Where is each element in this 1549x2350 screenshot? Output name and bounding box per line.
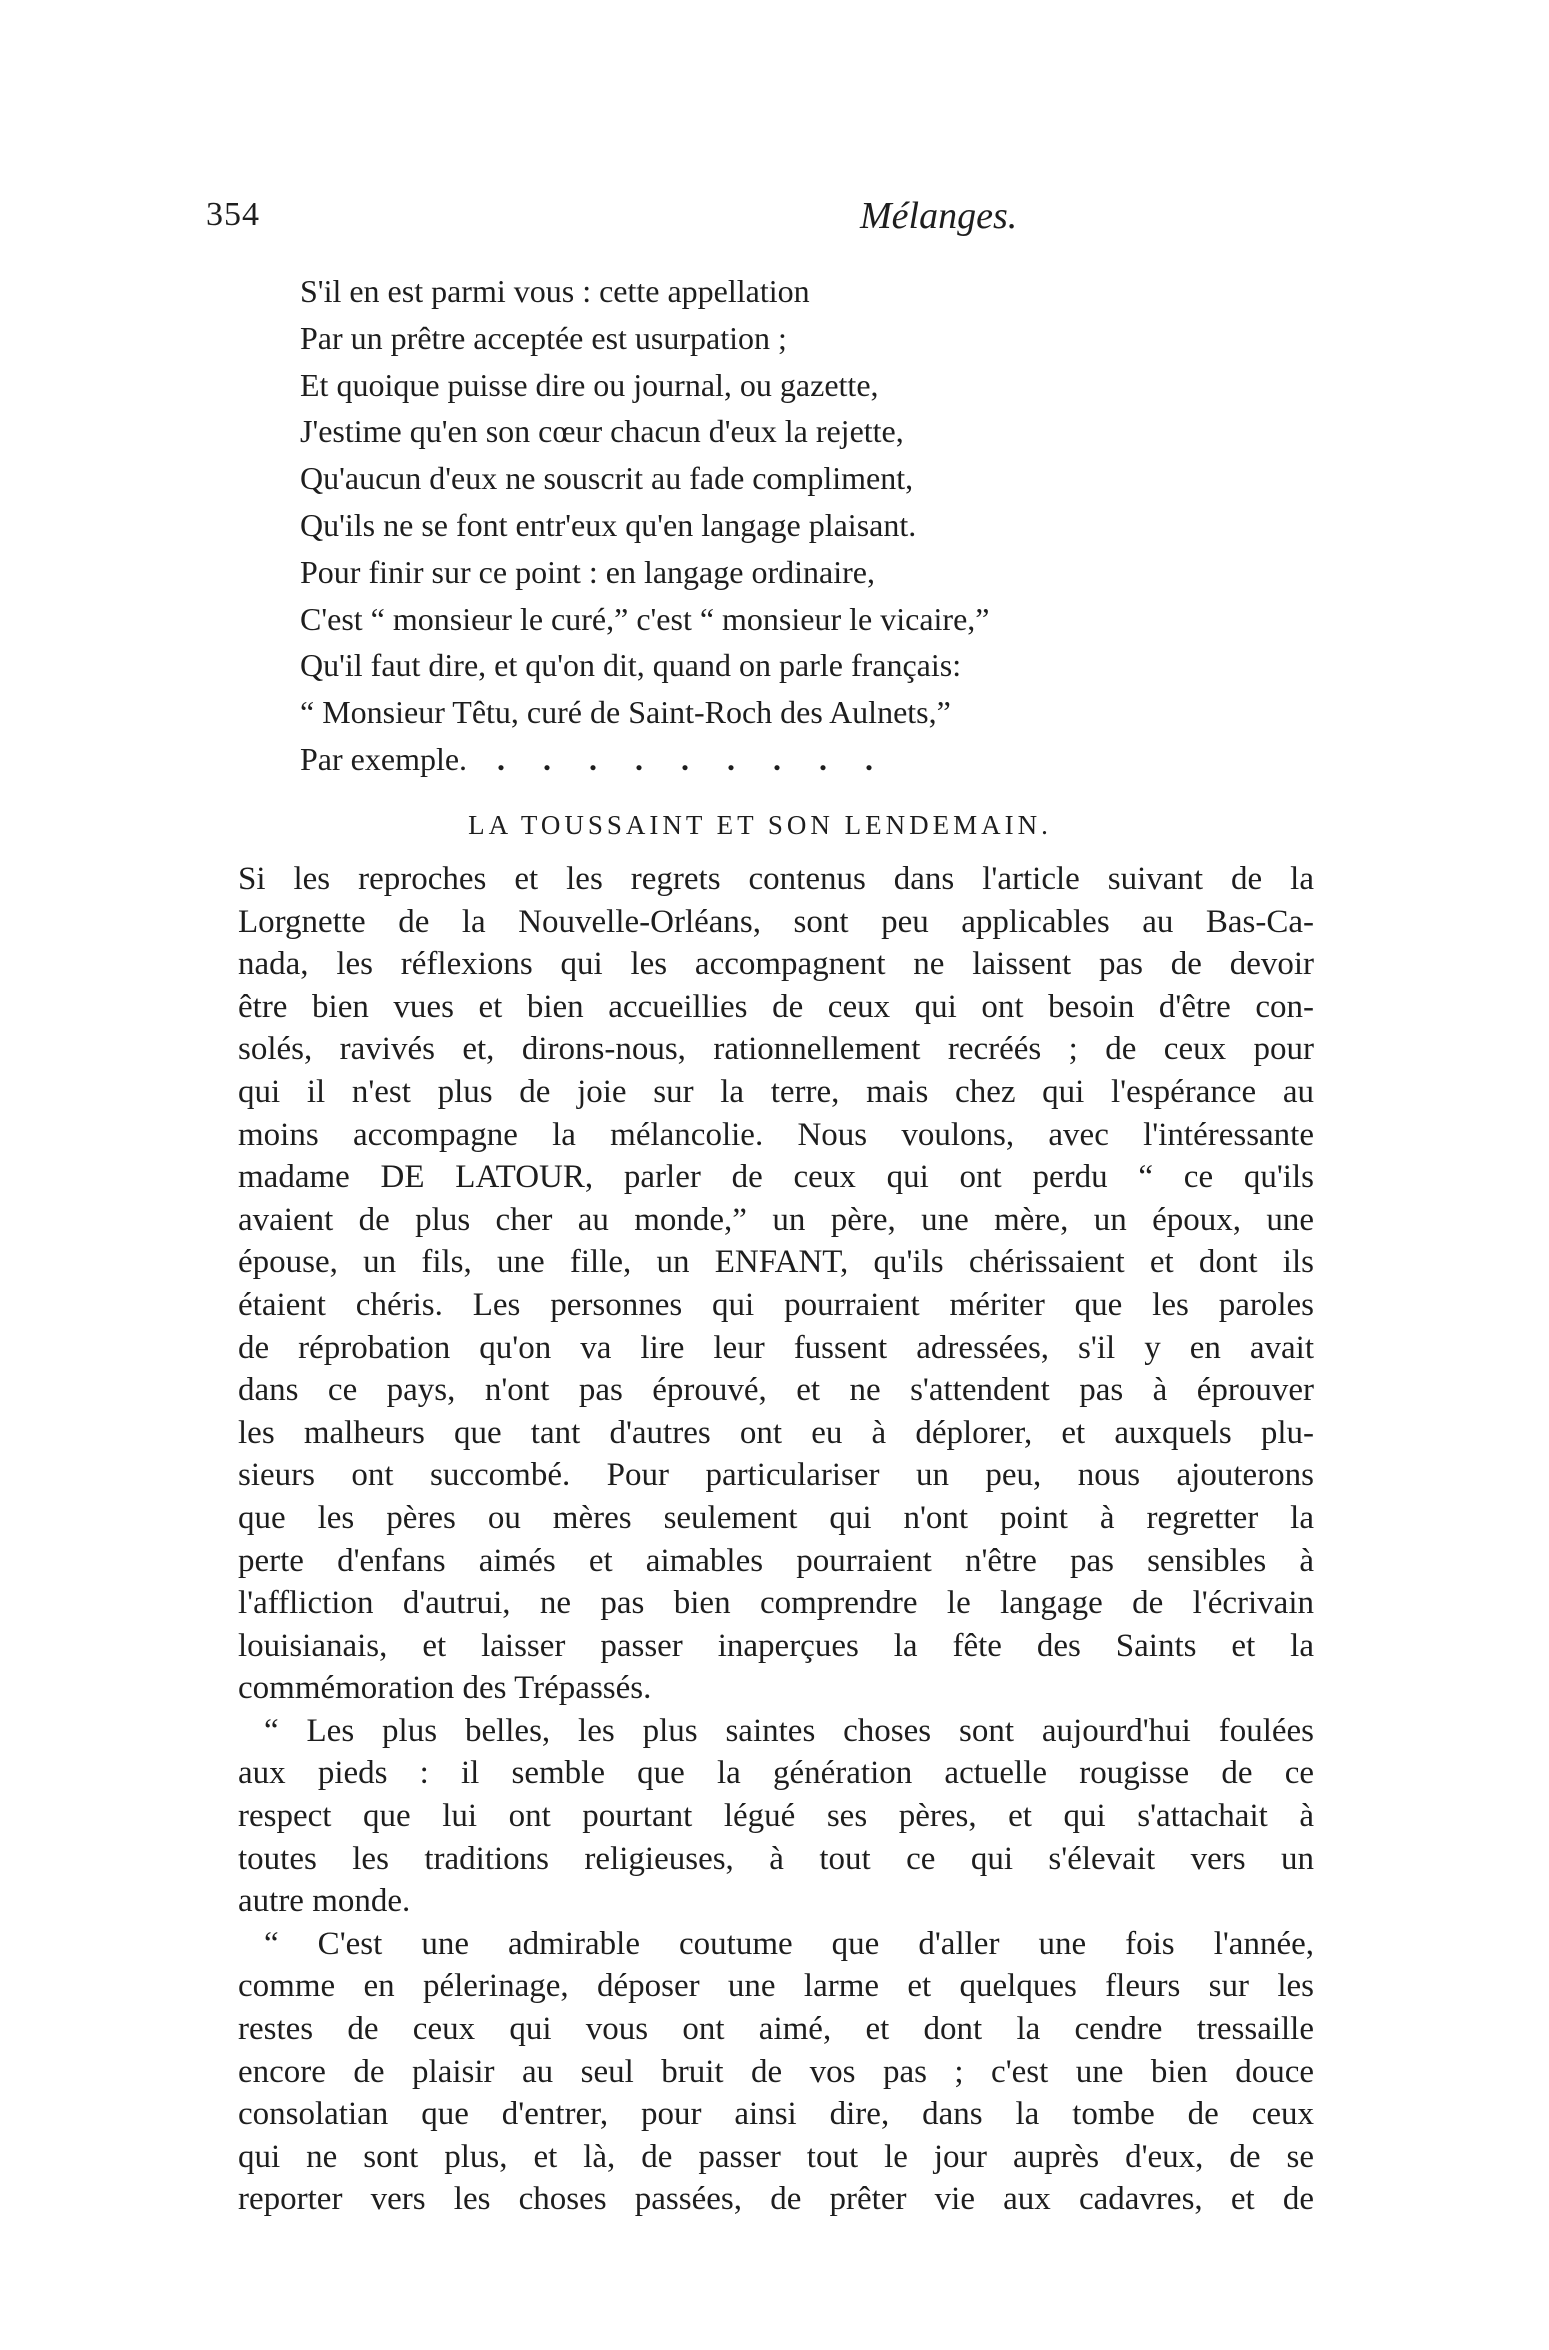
poem-last-line xyxy=(300,736,1300,783)
prose-line: perte d'enfans aimés et aimables pourraient n'être pas sensibles à xyxy=(238,1542,1314,1579)
prose-line: solés, ravivés et, dirons-nous, rationnellement recréés ; de ceux pour xyxy=(238,1031,1314,1068)
poem-line: C'est “ monsieur le curé,” c'est “ monsieur le vicaire,” xyxy=(300,600,990,637)
prose-line: étaient chéris. Les personnes qui pourraient mériter que les paroles xyxy=(238,1286,1314,1323)
prose-line: comme en pélerinage, déposer une larme et quelques fleurs sur les xyxy=(238,1968,1314,2005)
poem-last-text: Par exemple. xyxy=(300,740,468,777)
prose-line: l'affliction d'autrui, ne pas bien comprendre le langage de l'écrivain xyxy=(238,1585,1314,1622)
prose-line: “ C'est une admirable coutume que d'aller une fois l'année, xyxy=(264,1925,1314,1962)
prose-line: moins accompagne la mélancolie. Nous voulons, avec l'intéressante xyxy=(238,1116,1314,1153)
prose-line: avaient de plus cher au monde,” un père, une mère, un époux, une xyxy=(238,1201,1314,1238)
prose-line: restes de ceux qui vous ont aimé, et dont la cendre tressaille xyxy=(238,2011,1314,2048)
prose-line: autre monde. xyxy=(238,1883,411,1920)
prose-line: qui ne sont plus, et là, de passer tout le jour auprès d'eux, de se xyxy=(238,2138,1314,2175)
prose-line: les malheurs que tant d'autres ont eu à déplorer, et auxquels plu- xyxy=(238,1414,1314,1451)
prose-line: encore de plaisir au seul bruit de vos pas ; c'est une bien douce xyxy=(238,2053,1314,2090)
poem-block xyxy=(300,268,1300,783)
poem-line: Par un prêtre acceptée est usurpation ; xyxy=(300,319,787,356)
poem-line: Et quoique puisse dire ou journal, ou gazette, xyxy=(300,366,879,403)
prose-line: de réprobation qu'on va lire leur fussent adressées, s'il y en avait xyxy=(238,1329,1314,1366)
prose-block xyxy=(238,858,1314,2221)
prose-line: aux pieds : il semble que la génération actuelle rougisse de ce xyxy=(238,1755,1314,1792)
prose-line: “ Les plus belles, les plus saintes choses sont aujourd'hui foulées xyxy=(264,1712,1314,1749)
prose-line: respect que lui ont pourtant légué ses pères, et qui s'attachait à xyxy=(238,1798,1314,1835)
prose-line: commémoration des Trépassés. xyxy=(238,1670,652,1707)
poem-line: J'estime qu'en son cœur chacun d'eux la rejette, xyxy=(300,413,904,450)
prose-line: toutes les traditions religieuses, à tout ce qui s'élevait vers un xyxy=(238,1840,1314,1877)
prose-line: madame DE LATOUR, parler de ceux qui ont perdu “ ce qu'ils xyxy=(238,1159,1314,1196)
prose-line: Si les reproches et les regrets contenus dans l'article suivant de la xyxy=(238,861,1314,897)
running-title: Mélanges. xyxy=(860,195,1018,237)
prose-line: que les pères ou mères seulement qui n'ont point à regretter la xyxy=(238,1499,1314,1536)
poem-line: Qu'il faut dire, et qu'on dit, quand on parle français: xyxy=(300,647,962,684)
prose-line: reporter vers les choses passées, de prêter vie aux cadavres, et de xyxy=(238,2181,1314,2218)
page-number: 354 xyxy=(206,196,260,233)
poem-line: S'il en est parmi vous : cette appellation xyxy=(300,273,810,309)
prose-line: être bien vues et bien accueillies de ceux qui ont besoin d'être con- xyxy=(238,988,1314,1025)
prose-line: épouse, un fils, une fille, un ENFANT, qu'ils chérissaient et dont ils xyxy=(238,1244,1314,1281)
prose-line: Lorgnette de la Nouvelle-Orléans, sont peu applicables au Bas-Ca- xyxy=(238,903,1314,940)
ellipsis-dots: ......... xyxy=(497,740,912,777)
prose-line: nada, les réflexions qui les accompagnent ne laissent pas de devoir xyxy=(238,946,1314,983)
prose-line: consolatian que d'entrer, pour ainsi dire, dans la tombe de ceux xyxy=(238,2096,1314,2133)
section-heading: LA TOUSSAINT ET SON LENDEMAIN. xyxy=(468,810,1052,840)
poem-line: Pour finir sur ce point : en langage ordinaire, xyxy=(300,553,875,590)
poem-line: “ Monsieur Têtu, curé de Saint-Roch des Aulnets,” xyxy=(300,694,951,731)
prose-line: qui il n'est plus de joie sur la terre, mais chez qui l'espérance au xyxy=(238,1073,1314,1110)
poem-line: Qu'ils ne se font entr'eux qu'en langage plaisant. xyxy=(300,506,917,543)
poem-line: Qu'aucun d'eux ne souscrit au fade compliment, xyxy=(300,460,914,497)
prose-line: louisianais, et laisser passer inaperçues la fête des Saints et la xyxy=(238,1627,1314,1664)
prose-line: dans ce pays, n'ont pas éprouvé, et ne s'attendent pas à éprouver xyxy=(238,1372,1314,1409)
running-head xyxy=(200,196,1320,242)
prose-line: sieurs ont succombé. Pour particulariser un peu, nous ajouterons xyxy=(238,1457,1314,1494)
